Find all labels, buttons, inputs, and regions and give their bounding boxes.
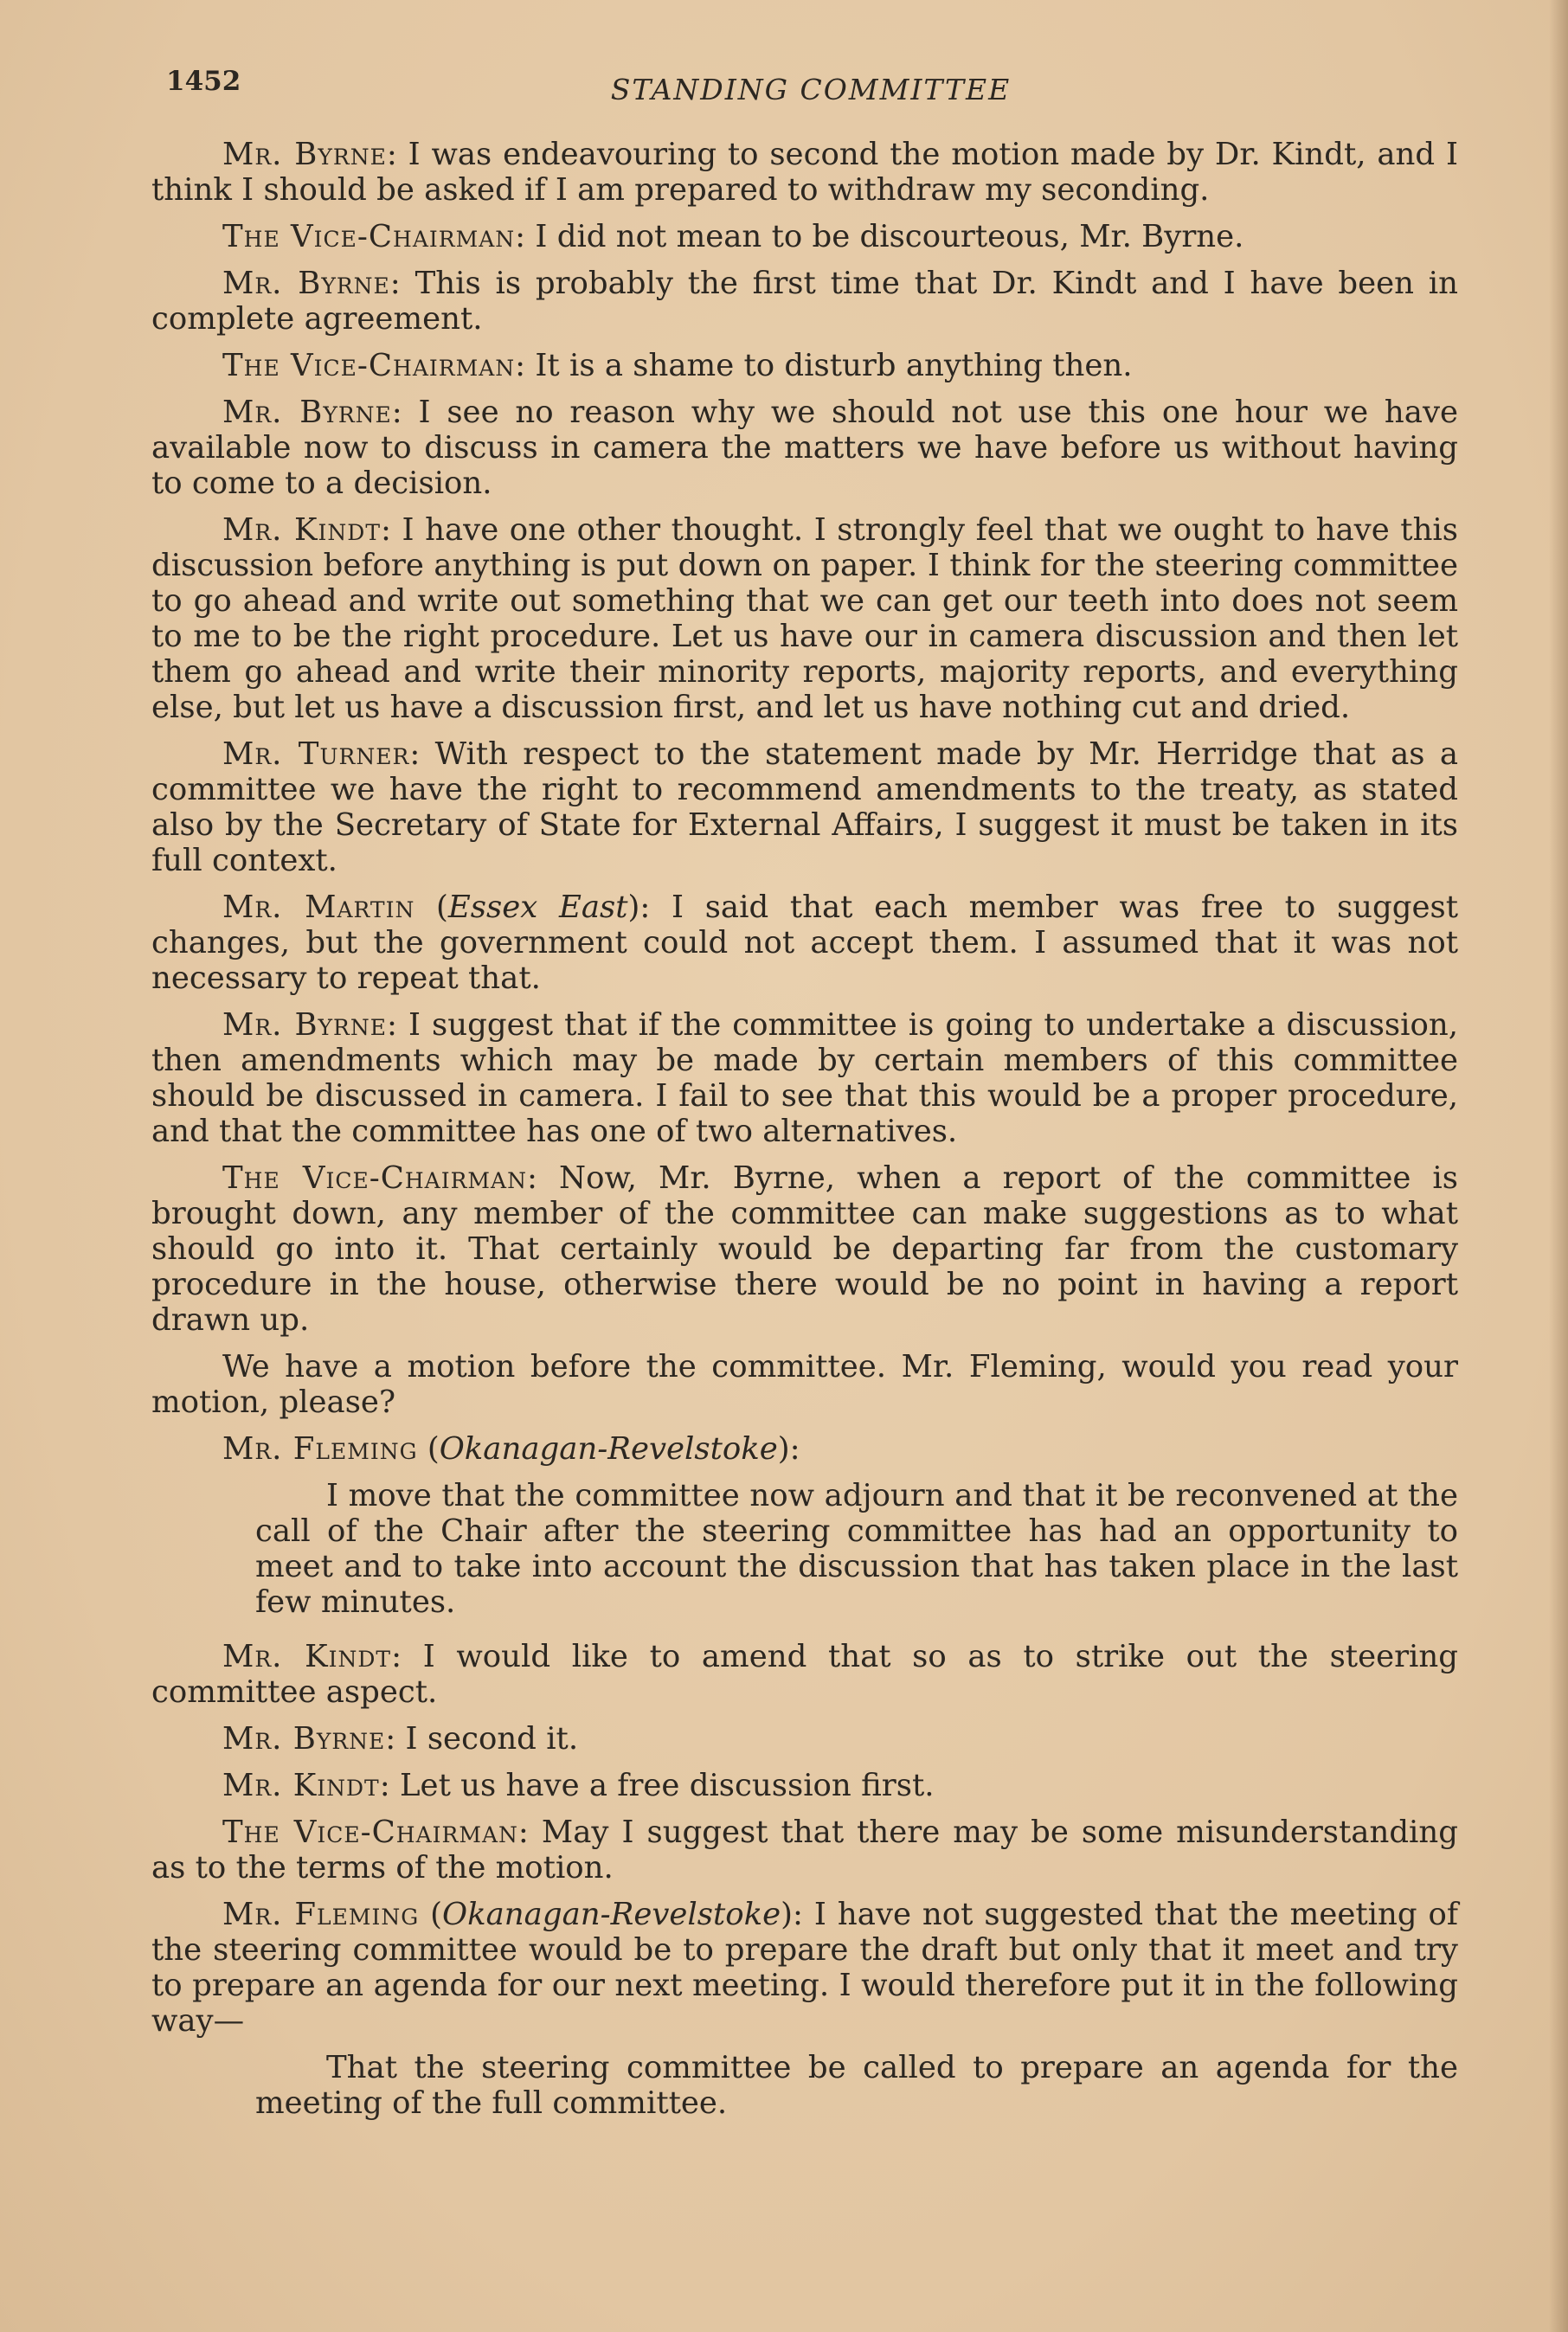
paragraph-text: I would like to amend that so as to strike out the steering committee aspect. bbox=[151, 1639, 1458, 1710]
paragraph: Mr. Fleming (Okanagan-Revelstoke): bbox=[222, 1431, 800, 1467]
paragraph: The Vice-Chairman: I did not mean to be discourteous, Mr. Byrne. bbox=[222, 219, 1244, 254]
paragraph-text: I have one other thought. I strongly feel that we ought to have this discussion before anything is put down on paper. I think for the steering committee to go ahead and write out something that we can get our teeth into does not seem to me to be the right procedure. Let us have our in camera discussion and then let them go ahead and write their minority reports, majority reports, and everything else, but let us have a discussion first, and let us have nothing cut and dried. bbox=[151, 512, 1459, 725]
speaker-name: Mr. Byrne bbox=[222, 266, 390, 301]
paragraph-text: With respect to the statement made by Mr. Herridge that as a committee we have the right to recommend amendments to the treaty, as stated also by the Secretary of State for External Affairs, I suggest it must be taken in its full context. bbox=[151, 736, 1458, 878]
motion-quote bbox=[151, 1478, 1458, 1620]
page-body bbox=[151, 137, 1458, 2140]
riding-name: Okanagan-Revelstoke bbox=[439, 1431, 778, 1467]
running-title: STANDING COMMITTEE bbox=[610, 73, 1012, 106]
paragraph: Mr. Kindt: I have one other thought. I strongly feel that we ought to have this discussion before anything is put down on paper. I think for the steering committee to go ahead and write out something that we can get our teeth into does not seem to me to be the right procedure. Let us have our in camera discussion and then let them go ahead and write their minority reports, majority reports, and everything else, but let us have a discussion first, and let us have nothing cut and dried. bbox=[151, 512, 1459, 725]
paragraph-text: I have not suggested that the meeting of the steering committee would be to prepare the draft but only that it meet and try to prepare an agenda for our next meeting. I would therefore put it in the following way— bbox=[151, 1897, 1459, 2039]
paragraph: The Vice-Chairman: It is a shame to disturb anything then. bbox=[222, 348, 1133, 383]
paragraph: Mr. Byrne: This is probably the first time that Dr. Kindt and I have been in complete agreement. bbox=[151, 266, 1459, 337]
speaker-name: The Vice-Chairman bbox=[222, 219, 516, 254]
paragraph-text: It is a shame to disturb anything then. bbox=[535, 348, 1133, 383]
paragraph-text: I see no reason why we should not use this one hour we have available now to discuss in camera the matters we have before us without having to come to a decision. bbox=[151, 395, 1459, 501]
paragraph-text: I was endeavouring to second the motion made by Dr. Kindt, and I think I should be asked if I am prepared to withdraw my seconding. bbox=[151, 137, 1459, 208]
paragraph-text: I second it. bbox=[405, 1721, 579, 1757]
speaker-name: The Vice-Chairman bbox=[222, 1160, 527, 1196]
paragraph bbox=[151, 1349, 1458, 1420]
speaker-name: Mr. Martin bbox=[222, 890, 415, 925]
speaker-name: Mr. Byrne bbox=[222, 1007, 388, 1043]
paragraph: The Vice-Chairman: May I suggest that there may be some misunderstanding as to the terms of the motion. bbox=[151, 1815, 1458, 1886]
speaker-name: Mr. Kindt bbox=[222, 1768, 380, 1803]
paragraph: The Vice-Chairman: Now, Mr. Byrne, when a report of the committee is brought down, any member of the committee can make suggestions as to what should go into it. That certainly would be departing far from the customary procedure in the house, otherwise there would be no point in having a report drawn up. bbox=[151, 1160, 1458, 1338]
paragraph: Mr. Turner: With respect to the statement made by Mr. Herridge that as a committee we have the right to recommend amendments to the treaty, as stated also by the Secretary of State for External Affairs, I suggest it must be taken in its full context. bbox=[151, 736, 1458, 878]
paragraph: Mr. Byrne: I suggest that if the committee is going to undertake a discussion, then amendments which may be made by certain members of this committee should be discussed in camera. I fail to see that this would be a proper procedure, and that the committee has one of two alternatives. bbox=[151, 1007, 1459, 1149]
speaker-name: Mr. Turner bbox=[222, 736, 410, 772]
speaker-name: Mr. Kindt bbox=[222, 512, 382, 548]
paragraph: Mr. Martin (Essex East): I said that each member was free to suggest changes, but the government could not accept them. I assumed that it was not necessary to repeat that. bbox=[151, 890, 1458, 996]
paragraph: Mr. Kindt: Let us have a free discussion first. bbox=[222, 1768, 935, 1803]
speaker-name: Mr. Fleming bbox=[222, 1897, 420, 1932]
speaker-name: The Vice-Chairman bbox=[222, 1815, 518, 1850]
paragraph-text: I suggest that if the committee is going to undertake a discussion, then amendments which may be made by certain members of this committee should be discussed in camera. I fail to see that this would be a proper procedure, and that the committee has one of two alternatives. bbox=[151, 1007, 1459, 1149]
paragraph: Mr. Fleming (Okanagan-Revelstoke): I have not suggested that the meeting of the steering committee would be to prepare the draft but only that it meet and try to prepare an agenda for our next meeting. I would therefore put it in the following way— bbox=[151, 1897, 1459, 2039]
quote-text: I move that the committee now adjourn and that it be reconvened at the call of the Chair after the steering committee has had an opportunity to meet and to take into account the discussion that has taken place in the last few minutes. bbox=[255, 1478, 1458, 1620]
paragraph-text: This is probably the first time that Dr. Kindt and I have been in complete agreement. bbox=[151, 266, 1459, 337]
paragraph-text: Let us have a free discussion first. bbox=[399, 1768, 935, 1803]
paragraph: Mr. Byrne: I was endeavouring to second the motion made by Dr. Kindt, and I think I should be asked if I am prepared to withdraw my seconding. bbox=[151, 137, 1459, 208]
speaker-name: Mr. Fleming bbox=[222, 1431, 418, 1467]
paragraph-text: May I suggest that there may be some misunderstanding as to the terms of the motion. bbox=[151, 1815, 1458, 1886]
quote-text: That the steering committee be called to prepare an agenda for the meeting of the full committee. bbox=[255, 2050, 1458, 2121]
speaker-name: Mr. Byrne bbox=[222, 1721, 386, 1757]
speaker-name: Mr. Kindt bbox=[222, 1639, 392, 1674]
paragraph-text: I did not mean to be discourteous, Mr. Byrne. bbox=[535, 219, 1244, 254]
page-number: 1452 bbox=[166, 66, 241, 97]
speaker-name: Mr. Byrne bbox=[222, 137, 387, 172]
paragraph: Mr. Byrne: I see no reason why we should not use this one hour we have available now to discuss in camera the matters we have before us without having to come to a decision. bbox=[151, 395, 1459, 501]
page-header bbox=[166, 66, 1456, 118]
page-edge-shadow bbox=[1549, 0, 1568, 2332]
riding-name: Essex East bbox=[447, 890, 628, 925]
paragraph-text: Now, Mr. Byrne, when a report of the committee is brought down, any member of the committee can make suggestions as to what should go into it. That certainly would be departing far from the customary procedure in the house, otherwise there would be no point in having a report drawn up. bbox=[151, 1160, 1458, 1338]
riding-name: Okanagan-Revelstoke bbox=[442, 1897, 781, 1932]
motion-quote bbox=[151, 2050, 1458, 2121]
paragraph-text: We have a motion before the committee. Mr. Fleming, would you read your motion, please? bbox=[151, 1349, 1458, 1420]
paragraph-text: I said that each member was free to suggest changes, but the government could not accept them. I assumed that it was not necessary to repeat that. bbox=[151, 890, 1458, 996]
paragraph: Mr. Kindt: I would like to amend that so as to strike out the steering committee aspect. bbox=[151, 1639, 1458, 1710]
speaker-name: Mr. Byrne bbox=[222, 395, 392, 430]
speaker-name: The Vice-Chairman bbox=[222, 348, 516, 383]
paragraph: Mr. Byrne: I second it. bbox=[222, 1721, 579, 1757]
